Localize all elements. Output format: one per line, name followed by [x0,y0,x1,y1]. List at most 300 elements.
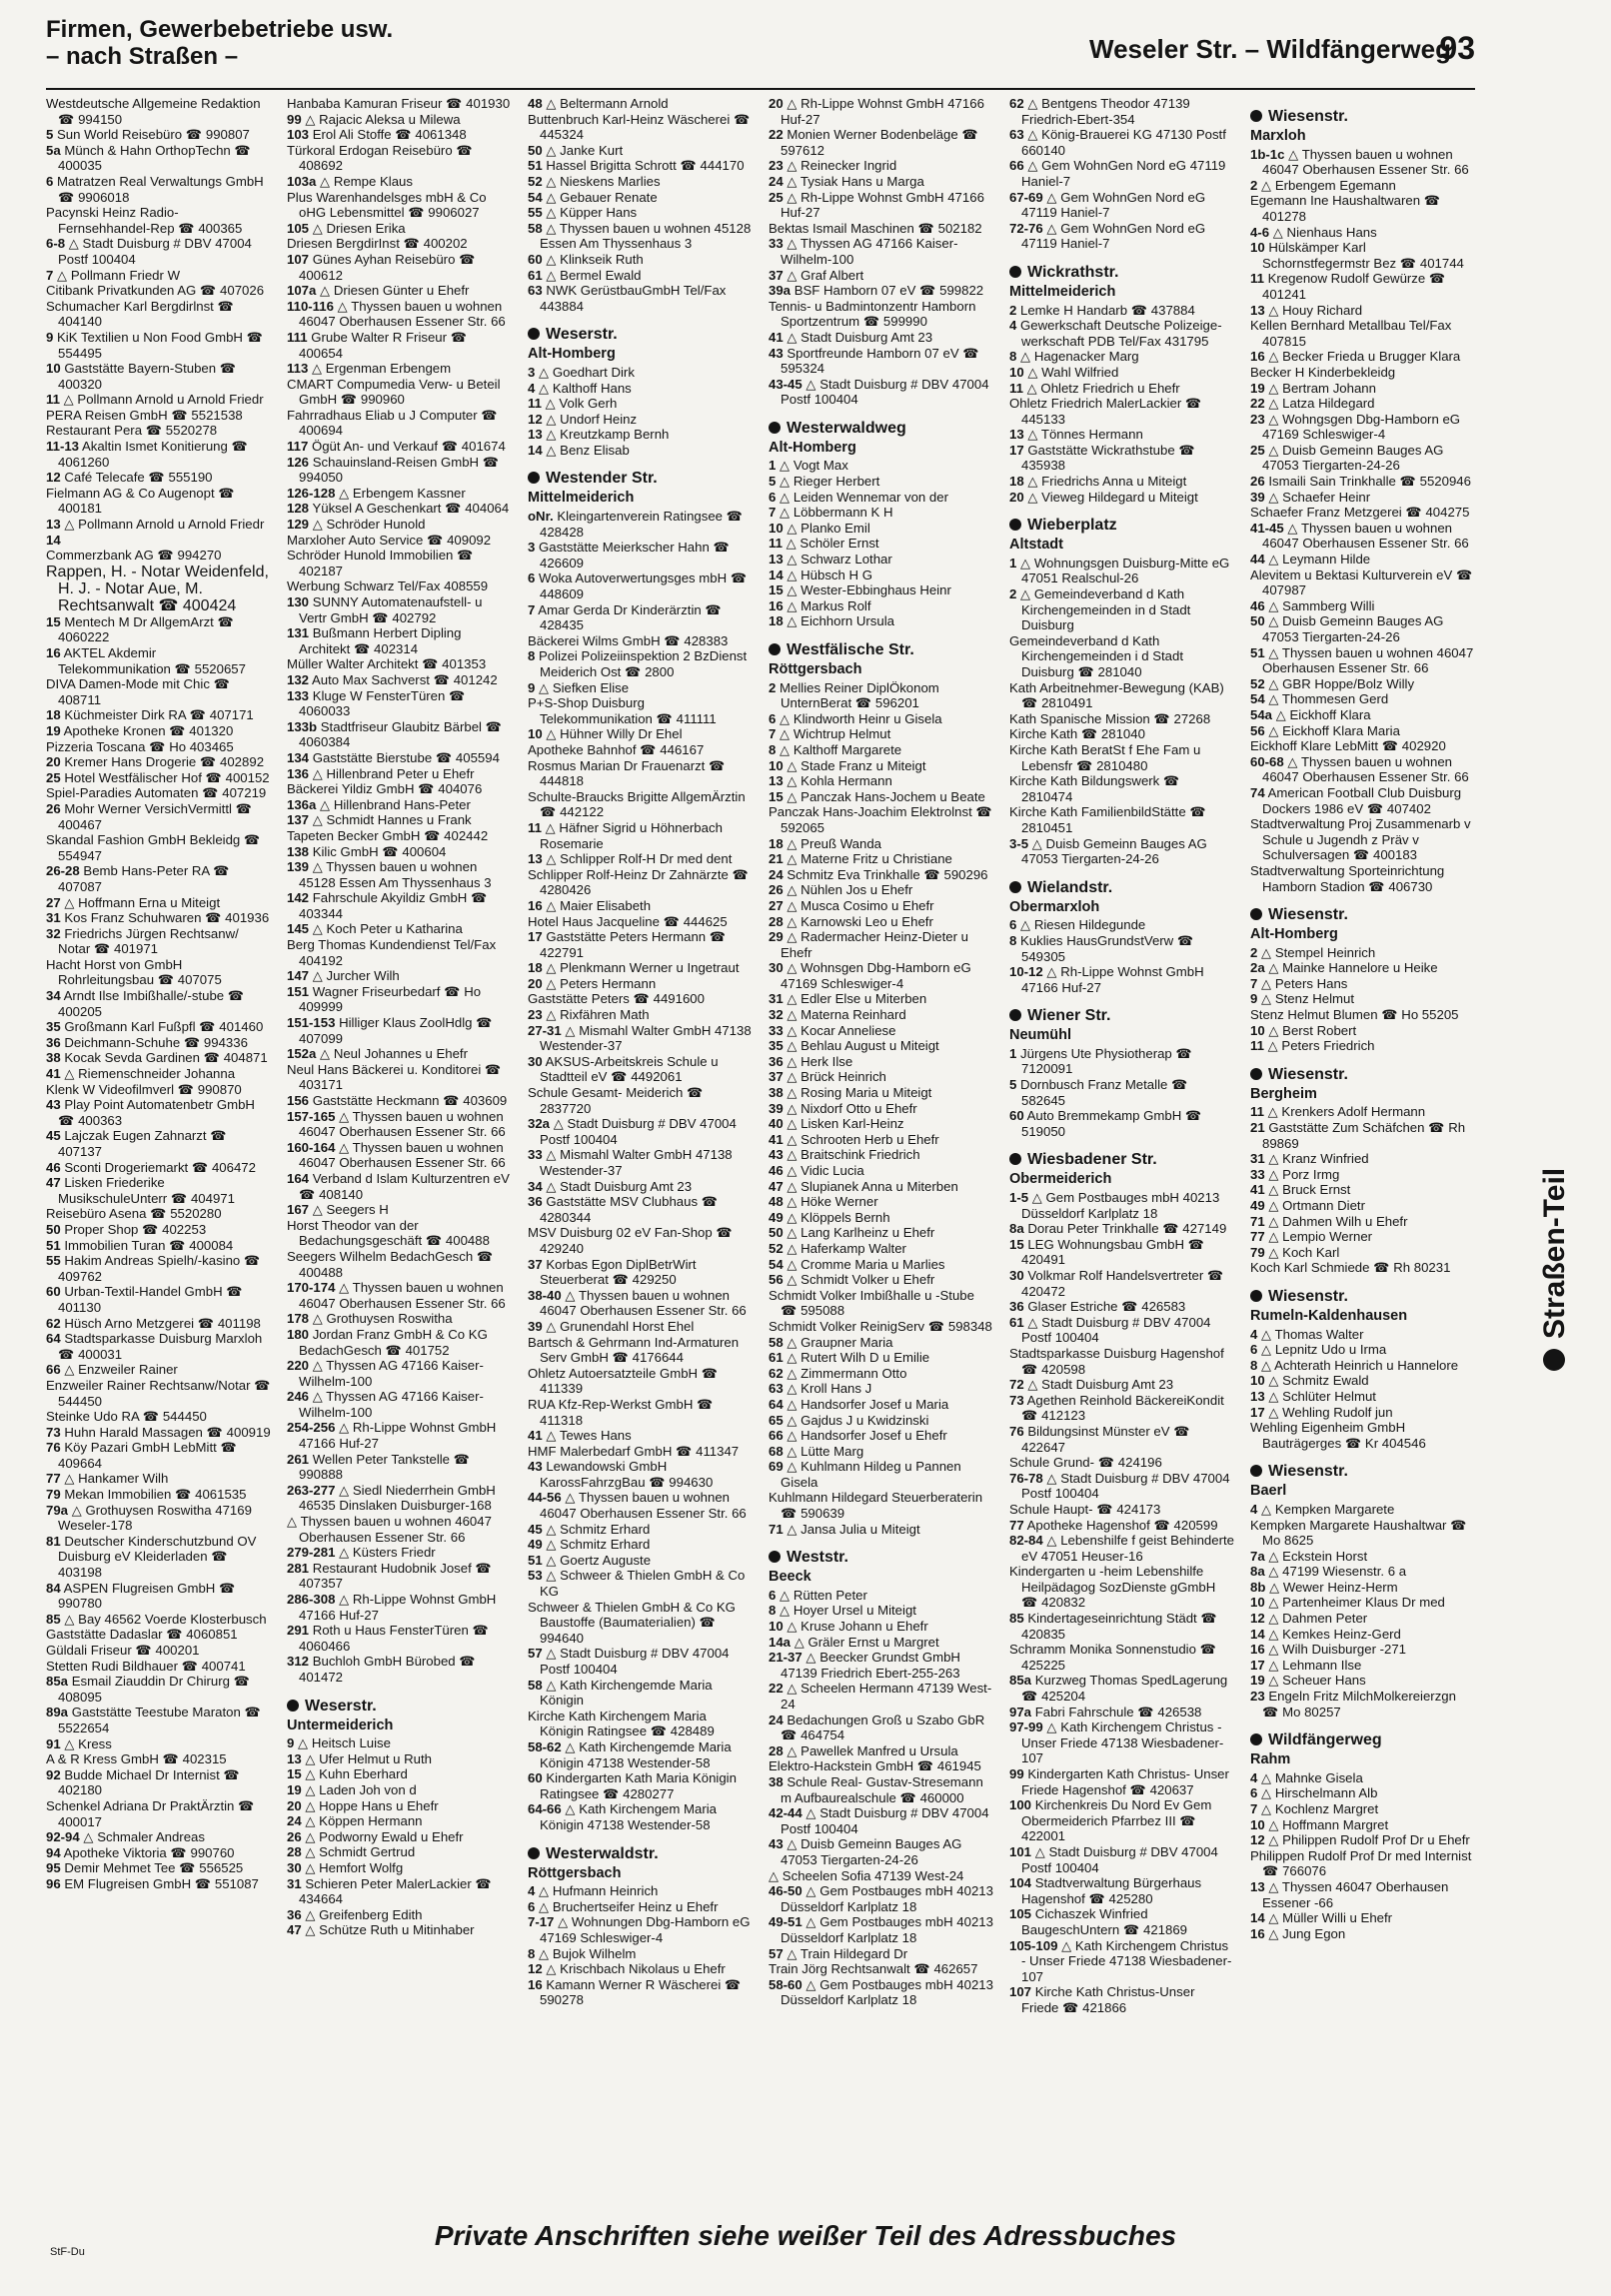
entry-text: Dorau Peter Trinkhalle ☎ 427149 [1027,1221,1227,1237]
entry-text: △ Kemkes Heinz-Gerd [1268,1626,1401,1642]
house-number: 132 [287,671,310,687]
listing-entry [1009,1315,1234,1346]
listing-entry [528,1319,753,1335]
entry-text: △ Stadt Duisburg # DBV 47004 Postf 100404 [1021,1843,1218,1875]
entry-text: △ Materne Fritz u Christiane [787,851,952,867]
street-name: Wiesenstr. [1268,1287,1348,1305]
listing-entry [1250,1342,1475,1358]
listing-entry [1250,443,1475,474]
entry-text: △ Hillenbrand Hans-Peter [320,796,471,812]
entry-text: △ Materna Reinhard [787,1007,906,1023]
entry-text: CMART Compumedia Verw- u Beteil GmbH ☎ 990960 [287,376,501,408]
house-number: 33 [769,236,784,252]
listing-entry [46,330,271,361]
listing-entry [287,937,512,968]
entry-text: Gaststätte Teestube Maraton ☎ 5522654 [58,1705,261,1735]
listing-entry [287,578,512,594]
page-number: 93 [1439,30,1475,66]
listing-entry [528,1397,753,1428]
house-number: 60 [528,251,543,267]
listing-entry [528,633,753,649]
listing-entry [528,1961,753,1977]
listing-entry [528,381,753,397]
entry-text: △ Ohletz Friedrich u Ehefr [1026,380,1180,396]
house-number: 3 [528,364,536,380]
entry-text: Hakim Andreas Spielh/-kasino ☎ 409762 [58,1253,261,1284]
house-number: 51 [528,1552,543,1568]
listing-entry [46,1503,271,1534]
listing-entry [46,1175,271,1206]
entry-text: Korbas Egon DiplBetrWirt Steuerberat ☎ 429250 [540,1256,697,1288]
bullet-icon [528,328,540,340]
house-number: 82-84 [1009,1533,1043,1549]
house-number: 64 [46,1331,61,1347]
entry-text: Kregenow Rudolf Gewürze ☎ 401241 [1262,271,1446,302]
entry-text: Gaststätte Bierstube ☎ 405594 [312,749,500,765]
listing-entry [46,127,271,143]
entry-text: Gaststätte Heckmann ☎ 403609 [312,1093,508,1108]
listing-entry [287,1782,512,1798]
entry-text: △ Tysiak Hans u Marga [787,173,924,189]
street-name: Wiesenstr. [1268,1065,1348,1083]
listing-entry [287,517,512,533]
entry-text: △ Rutert Wilh D u Emilie [787,1350,930,1366]
listing-entry [287,1735,512,1751]
listing-entry [46,517,271,533]
listing-entry [1250,412,1475,443]
listing-entry [528,648,753,679]
entry-text: Hanbaba Kamuran Friseur ☎ 401930 [287,96,511,111]
house-number: 136 [287,765,310,781]
house-number: 11-13 [46,439,80,455]
listing-entry [769,1490,993,1521]
listing-entry [769,1101,993,1117]
entry-text: △ Kalthoff Margarete [780,741,902,757]
listing-entry [46,1316,271,1332]
house-number: 19 [287,1781,302,1797]
entry-text: △ Scheelen Hermann 47139 West-24 [781,1681,992,1712]
listing-entry [287,96,512,112]
entry-text: Kilic GmbH ☎ 400604 [312,843,447,859]
entry-text: △ Benz Elisab [546,442,630,458]
bullet-icon [528,472,540,484]
entry-text: Kirche Kath Kirchengem Maria Königin Ratingsee ☎ 428489 [528,1708,715,1739]
listing-entry [769,1038,993,1054]
listing-entry [769,1085,993,1101]
house-number: 19 [1250,380,1265,396]
house-number: 29 [769,929,784,945]
listing-entry [287,890,512,921]
listing-entry [528,602,753,633]
listing-entry [46,1440,271,1471]
listing-entry [528,96,753,112]
entry-text: Fielmann AG & Co Augenopt ☎ 400181 [46,485,235,517]
house-number: 40 [769,1116,784,1132]
header-rule [46,88,1475,90]
entry-text: Kirche Kath Christus-Unser Friede ☎ 421866 [1021,1984,1195,2015]
house-number: 36 [1009,1299,1024,1315]
house-number: 25 [769,189,784,205]
listing-entry [769,1023,993,1039]
listing-entry [1009,633,1234,680]
house-number: 10 [769,520,784,536]
entry-text: Gaststätte Peters ☎ 4491600 [528,991,705,1007]
listing-entry [769,758,993,774]
entry-text: Enzweiler Rainer Rechtsanw/Notar ☎ 544450 [46,1377,271,1409]
listing-entry [46,1035,271,1051]
entry-text: Koch Karl Schmiede ☎ Rh 80231 [1250,1260,1451,1276]
entry-text: Apotheke Viktoria ☎ 990760 [63,1844,235,1860]
listing-entry [287,1280,512,1311]
house-number: 2 [1009,302,1017,318]
listing-entry [1250,1658,1475,1674]
house-number: 14 [769,567,784,582]
listing-entry [1009,1611,1234,1642]
listing-entry [287,1015,512,1046]
house-number: 28 [769,1742,784,1758]
house-number: 30 [1009,1268,1024,1283]
entry-text: Citibank Privatkunden AG ☎ 407026 [46,283,265,299]
listing-entry [769,1883,993,1914]
entry-text: Wagner Friseurbedarf ☎ Ho 409999 [299,983,482,1015]
listing-entry [46,1409,271,1425]
listing-entry [1009,318,1234,349]
entry-text: △ Pawellek Manfred u Ursula [787,1742,958,1758]
entry-text: △ Kroll Hans J [787,1381,872,1397]
listing-entry [46,707,271,723]
listing-entry [46,1643,271,1659]
entry-text: △ Stempel Heinrich [1261,944,1376,960]
entry-text: Fahrschule Akyildiz GmbH ☎ 403344 [299,890,488,921]
listing-entry [528,396,753,412]
house-number: 105 [1009,1906,1032,1922]
entry-text: △ Häfner Sigrid u Höhnerbach Rosemarie [540,819,723,851]
house-number: 10 [769,1619,784,1635]
entry-text: △ Stadt Duisburg # DBV 47004 Postf 100404 [540,1116,737,1147]
listing-entry [528,1225,753,1256]
listing-entry [528,976,753,992]
listing-entry [46,1066,271,1082]
listing-entry [769,1946,993,1962]
house-number: 62 [769,1365,784,1381]
entry-text: △ Friedrichs Anna u Miteigt [1027,474,1187,490]
listing-entry [1250,1327,1475,1343]
listing-entry [528,1522,753,1538]
listing-entry [1009,1502,1234,1518]
house-number: 89a [46,1705,69,1721]
listing-entry [46,910,271,926]
listing-entry [46,423,271,439]
entry-text: Lemke H Handarb ☎ 437884 [1020,302,1195,318]
listing-entry [528,898,753,914]
house-number: 107 [1009,1984,1032,2000]
entry-text: △ Löbbermann K H [780,505,893,521]
house-number: 32 [46,925,61,941]
street-heading [769,641,993,659]
entry-text: Friedrichs Jürgen Rechtsanw/ Notar ☎ 401971 [58,925,239,957]
entry-text: △ Mahnke Gisela [1261,1769,1363,1785]
entry-text: A & R Kress GmbH ☎ 402315 [46,1751,227,1767]
house-number: 58 [528,1677,543,1693]
street-name: Wiesbadener Str. [1027,1151,1157,1169]
listing-entry [528,820,753,851]
listing-entry [1009,742,1234,773]
house-number: 3 [528,540,536,556]
house-number: 79a [46,1502,69,1518]
entry-text: △ Kreutzkamp Bernh [546,427,670,443]
listing-entry [528,1709,753,1739]
listing-entry [46,770,271,786]
street-name: Westerwaldweg [787,419,906,437]
entry-text: △ Stadt Duisburg # DBV 47004 Postf 100404 [1021,1470,1230,1502]
entry-text: △ Behlau August u Miteigt [787,1038,939,1054]
house-number: 6 [528,1898,536,1914]
entry-text: LEG Wohnungsbau GmbH ☎ 420491 [1021,1236,1205,1268]
listing-entry [1250,490,1475,506]
house-number: 47 [46,1175,61,1191]
listing-entry [1250,1926,1475,1942]
entry-text: △ Graf Albert [787,267,864,283]
listing-entry [769,1836,993,1867]
listing-entry [1009,1190,1234,1221]
listing-entry [528,190,753,206]
entry-text: Kirche Kath BeratSt f Ehe Fam u Lebensfr ☎ 2810480 [1009,741,1201,773]
entry-text: Becker H Kinderbekleidg [1250,364,1396,380]
entry-text: Apotheke Bahnhof ☎ 446167 [528,741,705,757]
entry-text: △ Riemenschneider Johanna [64,1066,236,1082]
entry-text: △ Duisb Gemeinn Bauges AG 47053 Tiergarten-24-26 [1262,613,1444,644]
entry-text: Bildungsinst Münster eV ☎ 422647 [1021,1423,1190,1455]
entry-text: △ Rajacic Aleksa u Milewa [305,111,461,127]
entry-text: Stadtfriseur Glaubitz Bärbel ☎ 4060384 [299,718,503,750]
entry-text: △ Thyssen bauen u wohnen 45128 Essen Am Thyssenhaus 3 [540,220,752,252]
entry-text: △ Becker Frieda u Brugger Klara [1268,349,1461,365]
house-number: 4-6 [1250,224,1270,240]
house-number: 164 [287,1170,310,1186]
house-number: 39a [769,283,792,299]
house-number: 261 [287,1451,310,1467]
district-name: Baerl [1250,1483,1287,1500]
bullet-icon [1543,1349,1565,1371]
listing-entry [1250,505,1475,521]
listing-entry [1009,933,1234,964]
listing-entry [769,582,993,598]
listing-entry [287,330,512,361]
entry-text: Schieren Peter MalerLackier ☎ 434664 [299,1875,492,1907]
listing-entry [287,1813,512,1829]
listing-entry [1250,303,1475,319]
house-number: 4 [528,380,536,396]
entry-text: Bußmann Herbert Dipling Architekt ☎ 402314 [299,625,462,656]
entry-text: △ Partenheimer Klaus Dr med [1268,1595,1445,1611]
listing-entry [287,1109,512,1140]
house-number: 34 [528,1178,543,1194]
entry-text: △ Kempken Margarete [1261,1501,1395,1517]
entry-text: Fabri Fahrschule ☎ 426538 [1034,1704,1202,1720]
house-number: 7 [1250,1801,1258,1816]
district-name: Alt-Homberg [1250,926,1338,943]
entry-text: △ Thyssen AG 47166 Kaiser-Wilhelm-100 [299,1389,484,1420]
entry-text: Sconti Drogeriemarkt ☎ 406472 [64,1159,256,1175]
house-number: 52 [769,1240,784,1256]
entry-text: KiK Textilien u Non Food GmbH ☎ 554495 [57,329,264,361]
entry-text: △ Mismahl Walter GmbH 47138 Westender-37 [540,1022,752,1054]
listing-entry [1009,158,1234,189]
house-number: 55 [46,1253,61,1269]
listing-entry [1009,1221,1234,1237]
entry-text: △ Eickhoff Klara [1275,706,1371,722]
entry-text: △ Leymann Hilde [1268,552,1371,568]
house-number: 24 [769,173,784,189]
house-number: 18 [528,960,543,976]
house-number: 13 [769,773,784,789]
listing-entry [1250,816,1475,863]
house-number: 30 [287,1859,302,1875]
entry-text: Bäckerei Yildiz GmbH ☎ 404076 [287,781,483,797]
house-number: 62 [1009,96,1024,111]
house-number: 49 [528,1537,543,1553]
listing-entry [769,804,993,835]
house-number: 35 [769,1038,784,1054]
entry-text: △ Gem Postbauges mbH 40213 Düsseldorf Karlplatz 18 [1021,1190,1220,1221]
listing-entry [46,205,271,236]
entry-text: △ Hoffmann Erna u Miteigt [64,894,221,910]
entry-text: △ Haferkamp Walter [787,1240,906,1256]
entry-text: △ Siefken Elise [539,679,630,695]
entry-text: Ögüt An- und Verkauf ☎ 401674 [311,439,506,455]
listing-entry [769,505,993,521]
entry-text: Egemann Ine Haushaltwaren ☎ 401278 [1250,193,1441,224]
listing-entry [287,1062,512,1093]
entry-text: △ Neul Johannes u Ehefr [320,1046,468,1062]
house-number: 69 [769,1459,784,1475]
house-number: 54 [1250,691,1265,707]
house-number: 4 [1009,318,1017,334]
listing-entry [1250,991,1475,1007]
entry-text: PERA Reisen GmbH ☎ 5521538 [46,407,243,423]
entry-text: Eickhoff Klare LebMitt ☎ 402920 [1250,738,1446,754]
listing-entry [769,789,993,805]
listing-entry [528,1553,753,1569]
house-number: 73 [46,1424,61,1440]
listing-entry [528,1288,753,1319]
entry-text: Mekan Immobilien ☎ 4061535 [64,1487,247,1503]
entry-text: △ Küsters Friedr [339,1545,436,1561]
house-number: 22 [1250,396,1265,412]
entry-text: MSV Duisburg 02 eV Fan-Shop ☎ 429240 [528,1225,733,1256]
entry-text: △ Podworny Ewald u Ehefr [305,1828,464,1844]
entry-text: △ Krischbach Nikolaus u Ehefr [546,1961,726,1977]
listing-entry [1009,1642,1234,1673]
entry-text: Pizzeria Toscana ☎ Ho 403465 [46,738,234,754]
listing-entry [769,1868,993,1884]
house-number: 52 [528,173,543,189]
entry-text: Urban-Textil-Handel GmbH ☎ 401130 [58,1284,243,1315]
house-number: 16 [528,897,543,913]
entry-text: △ Bay 46562 Voerde Klosterbusch [64,1611,267,1627]
entry-text: Schmidt Volker ReinigServ ☎ 598348 [769,1318,992,1334]
entry-text: △ Porz Irmg [1268,1166,1340,1182]
house-number: 12 [528,1961,543,1977]
street-heading [1009,1007,1234,1025]
house-number: 12 [528,411,543,427]
entry-text: Bemb Hans-Peter RA ☎ 407087 [58,863,230,894]
listing-entry [46,1845,271,1861]
house-number: 41 [528,1428,543,1444]
listing-entry [528,1899,753,1915]
entry-text: Hotel Haus Jacqueline ☎ 444625 [528,913,728,929]
entry-text: △ Schmidt Hannes u Frank [312,812,472,828]
bullet-icon [1250,1465,1262,1477]
house-number: 41 [769,1131,784,1147]
entry-text: Hilliger Klaus ZoolHdlg ☎ 407099 [299,1015,493,1046]
entry-text: Kocak Sevda Gardinen ☎ 404871 [64,1050,268,1066]
house-number: 64-66 [528,1801,562,1817]
entry-text: Kindergarten Kath Maria Königin Ratingsee ☎ 4280277 [540,1770,737,1801]
listing-entry [1250,1518,1475,1549]
house-number: 45 [46,1128,61,1144]
house-number: 51 [528,158,543,174]
listing-entry [769,1210,993,1226]
listing-entry [769,1397,993,1413]
house-number: 66 [46,1362,61,1378]
listing-entry [769,1961,993,1977]
entry-text: △ Schwarz Lothar [787,552,892,568]
listing-entry [769,1650,993,1681]
entry-text: △ Driesen Erika [312,220,406,236]
house-number: 107 [287,251,310,267]
house-number: 1 [1009,555,1017,571]
entry-text: Köy Pazari GmbH LebMitt ☎ 409664 [58,1440,237,1471]
house-number: 117 [287,439,309,455]
house-number: 110-116 [287,298,334,314]
house-number: 11 [769,536,783,552]
entry-text: △ Eickhoff Klara Maria [1268,722,1400,738]
listing-entry [1250,1848,1475,1879]
listing-entry [528,1568,753,1599]
house-number: 6 [769,710,777,726]
entry-text: △ Wilh Duisburger -271 [1268,1642,1407,1658]
house-number: 13 [528,427,543,443]
entry-text: △ Duisb Gemeinn Bauges AG 47053 Tiergarten-24-26 [781,1836,962,1867]
house-number: 10 [1250,1595,1265,1611]
listing-entry [528,960,753,976]
entry-text: Schule Real- Gustav-Stresemann m Aufbaurealschule ☎ 460000 [781,1773,983,1805]
entry-text: △ Latza Hildegard [1268,396,1375,412]
listing-entry [1009,556,1234,586]
listing-entry [769,867,993,883]
house-number: 85 [46,1611,61,1627]
listing-entry [1250,691,1475,707]
entry-text: △ Schmitz Ewald [1268,1373,1369,1389]
entry-text: Wellen Peter Tankstelle ☎ 990888 [299,1451,471,1483]
entry-text: △ Tewes Hans [546,1428,632,1444]
listing-column [528,96,753,2214]
district-name: Beeck [769,1569,811,1586]
listing-entry [46,1659,271,1675]
entry-text: △ Thyssen bauen u wohnen 46047 Oberhausen Essener Str. 66 [299,1280,506,1311]
house-number: 92-94 [46,1829,80,1845]
house-number: 77 [46,1471,61,1487]
listing-entry [528,283,753,314]
entry-text: Volkmar Rolf Handelsvertreter ☎ 420472 [1021,1268,1224,1299]
house-number: 23 [1250,411,1265,427]
house-number: 10 [1250,1373,1265,1389]
listing-entry [46,863,271,894]
entry-text: △ Kochlenz Margret [1261,1801,1379,1816]
house-number: 56 [1250,722,1265,738]
entry-text: △ Gebauer Renate [546,189,658,205]
